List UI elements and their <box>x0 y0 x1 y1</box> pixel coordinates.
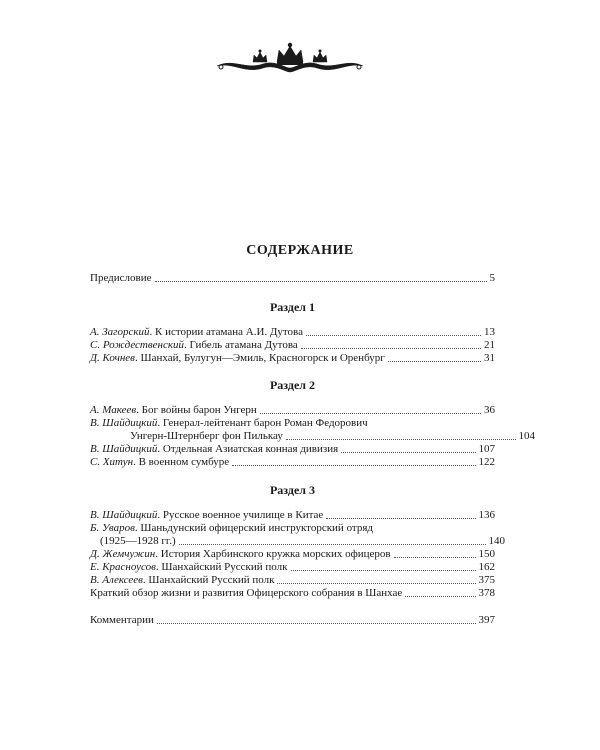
toc-entry[interactable]: В. Шайдицкий. Генерал-лейтенант барон Роман Федорович Унгерн-Штернберг фон Пилькау 104 <box>90 417 535 442</box>
entry-author: В. Шайдицкий <box>90 509 158 521</box>
entry-page: 397 <box>478 614 495 626</box>
section-heading: Раздел 3 <box>269 483 316 497</box>
entry-title: Шанхай, Булугун—Эмиль, Красногорск и Оренбург <box>140 352 385 364</box>
toc-entry-preface[interactable] <box>90 272 495 285</box>
entry-page: 13 <box>484 326 495 338</box>
entry-page: 31 <box>484 352 495 364</box>
entry-author: Е. Красноусов <box>90 561 156 573</box>
entry-title: К истории атамана А.И. Дутова <box>155 326 303 338</box>
entry-title: Шанхайский Русский полк <box>148 574 275 586</box>
toc-entry[interactable]: А. Загорский. К истории атамана А.И. Дутова 13 <box>90 326 495 338</box>
toc-entry[interactable]: Е. Красноусов. Шанхайский Русский полк 162 <box>90 561 495 573</box>
toc-entry[interactable] <box>90 587 495 600</box>
entry-page: 136 <box>478 509 495 521</box>
entry-page: 36 <box>484 404 495 416</box>
entry-author: Д. Кочнев <box>90 352 135 364</box>
toc-entry[interactable]: В. Шайдицкий. Русское военное училище в Китае 136 <box>90 509 495 521</box>
entry-author: Д. Жемчужин <box>90 548 156 560</box>
entry-author: В. Алексеев <box>90 574 143 586</box>
entry-title-cont: Унгерн-Штернберг фон Пилькау <box>130 430 283 442</box>
section-heading: Раздел 2 <box>269 378 316 392</box>
toc-entry[interactable]: Д. Кочнев. Шанхай, Булугун—Эмиль, Красногорск и Оренбург 31 <box>90 352 495 364</box>
entry-page: 162 <box>478 561 495 573</box>
toc-entry[interactable]: С. Рождественский. Гибель атамана Дутова 21 <box>90 339 495 351</box>
entry-page: 21 <box>484 339 495 351</box>
entry-title: Краткий обзор жизни и развития Офицерского собрания в Шанхае <box>90 587 403 599</box>
entry-title: Отдельная Азиатская конная дивизия <box>162 443 339 455</box>
toc-entry[interactable]: Б. Уваров. Шаньдунский офицерский инструкторский отряд (1925—1928 гг.) 140 <box>90 522 505 547</box>
entry-title: Русское военное училище в Китае <box>162 509 324 521</box>
crown-ornament <box>215 40 365 80</box>
entry-author: С. Рождественский <box>90 339 185 351</box>
entry-page: 140 <box>488 535 505 547</box>
entry-page: 122 <box>478 456 495 468</box>
toc-entry[interactable]: Д. Жемчужин. История Харбинского кружка морских офицеров 150 <box>90 548 495 560</box>
entry-title: Шаньдунский офицерский инструкторский отряд <box>140 522 374 534</box>
toc-entry[interactable]: С. Хитун. В военном сумбуре 122 <box>90 456 495 468</box>
entry-page: 107 <box>478 443 495 455</box>
entry-author: С. Хитун <box>90 456 134 468</box>
entry-title: В военном сумбуре <box>138 456 230 468</box>
section-heading: Раздел 1 <box>269 300 316 314</box>
entry-title: Комментарии <box>90 614 154 626</box>
entry-page: 378 <box>478 587 495 599</box>
entry-author: Б. Уваров <box>90 522 135 534</box>
entry-author: А. Загорский <box>90 326 150 338</box>
entry-page: 104 <box>518 430 535 442</box>
entry-title: Шанхайский Русский полк <box>161 561 288 573</box>
entry-title: Предисловие <box>90 272 152 284</box>
entry-author: В. Шайдицкий <box>90 443 158 455</box>
entry-page: 375 <box>478 574 495 586</box>
entry-title: История Харбинского кружка морских офицеров <box>160 548 391 560</box>
entry-title: Генерал-лейтенант барон Роман Федорович <box>162 417 368 429</box>
toc-entry[interactable]: В. Алексеев. Шанхайский Русский полк 375 <box>90 574 495 586</box>
entry-page: 5 <box>489 272 495 284</box>
toc-entry[interactable]: А. Макеев. Бог войны барон Унгерн 36 <box>90 404 495 416</box>
entry-page: 150 <box>478 548 495 560</box>
entry-title-cont: (1925—1928 гг.) <box>100 535 176 547</box>
toc-entry[interactable]: В. Шайдицкий. Отдельная Азиатская конная дивизия 107 <box>90 443 495 455</box>
entry-author: В. Шайдицкий <box>90 417 158 429</box>
toc-entry-comments[interactable] <box>90 614 495 627</box>
page-title: СОДЕРЖАНИЕ <box>246 243 354 258</box>
entry-title: Бог войны барон Унгерн <box>141 404 257 416</box>
entry-author: А. Макеев <box>90 404 137 416</box>
entry-title: Гибель атамана Дутова <box>189 339 298 351</box>
